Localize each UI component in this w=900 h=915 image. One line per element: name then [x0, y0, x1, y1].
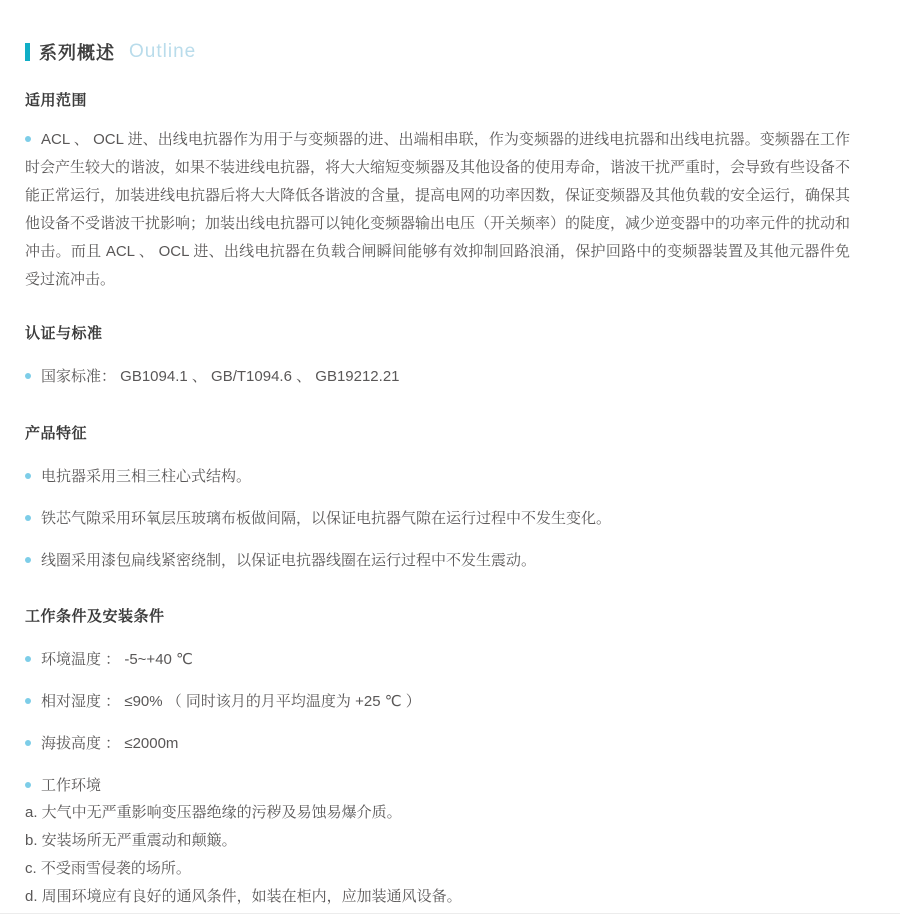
feature-bullet-text: 线圈采用漆包扁线紧密绕制，以保证电抗器线圈在运行过程中不发生震动。 — [41, 552, 537, 569]
condition-bullet-text: 工作环境 — [41, 777, 102, 794]
page-bottom-divider — [0, 913, 900, 914]
list-item — [25, 649, 850, 670]
note-item: d. 周围环境应有良好的通风条件，如装在柜内，应加装通风设备。 — [25, 888, 462, 905]
page-title-cn: 系列概述 — [39, 43, 115, 63]
standards-bullet-text: 国家标准： GB1094.1 、 GB/T1094.6 、 GB19212.21 — [41, 368, 400, 385]
feature-bullet-text: 电抗器采用三相三柱心式结构。 — [41, 468, 252, 485]
section-heading-features: 产品特征 — [25, 425, 88, 442]
note-item: b. 安装场所无严重震动和颠簸。 — [25, 832, 237, 849]
bullet-icon — [25, 373, 31, 379]
scope-paragraph — [25, 126, 850, 294]
section-heading-conditions: 工作条件及安装条件 — [25, 608, 165, 625]
section-heading-standards: 认证与标准 — [25, 325, 103, 342]
condition-bullet-text: 环境温度 ： -5~+40 ℃ — [41, 651, 193, 668]
section-heading-scope: 适用范围 — [25, 92, 88, 109]
note-item: a. 大气中无严重影响变压器绝缘的污秽及易蚀易爆介质。 — [25, 804, 402, 821]
list-item — [25, 691, 850, 712]
list-item — [25, 775, 850, 796]
bullet-icon — [25, 782, 31, 788]
bullet-icon — [25, 698, 31, 704]
bullet-icon — [25, 515, 31, 521]
condition-bullet-text: 相对湿度 ： ≤90% （ 同时该月的月平均温度为 +25 ℃ ） — [41, 693, 421, 710]
feature-bullet-text: 铁芯气隙采用环氧层压玻璃布板做间隔，以保证电抗器气隙在运行过程中不发生变化。 — [41, 510, 612, 527]
working-environment-notes — [25, 799, 850, 911]
bullet-icon — [25, 740, 31, 746]
list-item — [25, 550, 850, 571]
list-item — [25, 733, 850, 754]
page-header — [25, 40, 850, 64]
scope-paragraph-text: ACL 、 OCL 进、出线电抗器作为用于与变频器的进、出端相串联，作为变频器的进线电抗器和出线电抗器。变频器在工作时会产生较大的谐波，如果不装进线电抗器，将大大缩短变频器及其他设备的使用寿命，谐波干扰严重时，会导致有些设备不能正常运行，加装进线电抗器后将大大降低各谐波的含量，提高电网的功率因数，保证变频器及其他负载的安全运行，确保其他设备不受谐波干扰影响；加装出线电抗器可以钝化变频器输出电压（开关频率）的陡度，减少逆变器中的功率元件的扰动和冲击。而且 ACL 、 OCL 进、出线电抗器在负载合闸瞬间能够有效抑制回路浪涌，保护回路中的变频器装置及其他元器件免受过流冲击。 — [25, 131, 851, 288]
bullet-icon — [25, 656, 31, 662]
list-item — [25, 366, 850, 387]
note-item: c. 不受雨雪侵袭的场所。 — [25, 860, 191, 877]
bullet-icon — [25, 136, 31, 142]
condition-bullet-text: 海拔高度 ： ≤2000m — [41, 735, 179, 752]
bullet-icon — [25, 473, 31, 479]
page-title-en: Outline — [129, 41, 197, 62]
bullet-icon — [25, 557, 31, 563]
list-item — [25, 466, 850, 487]
list-item — [25, 508, 850, 529]
title-accent-bar-icon — [25, 43, 30, 61]
